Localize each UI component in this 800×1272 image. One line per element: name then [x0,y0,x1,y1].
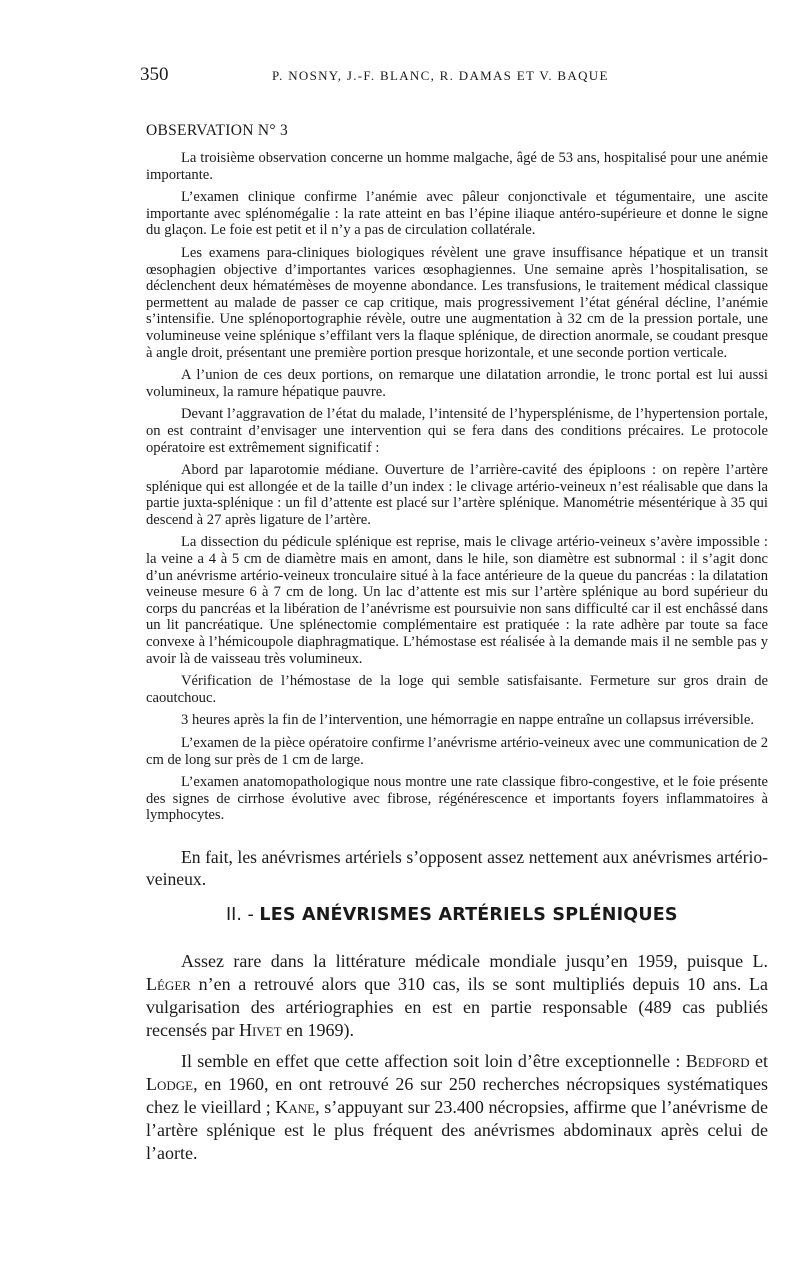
paragraph: La troisième observation concerne un homme malgache, âgé de 53 ans, hospitalisé pour une anémie importante. [146,150,768,183]
transition-paragraph: En fait, les anévrismes artériels s’opposent assez nettement aux anévrismes artério-veineux. [146,847,768,889]
paragraph: L’examen clinique confirme l’anémie avec pâleur conjonctivale et tégumentaire, une ascite importante avec splénomégalie : la rate atteint en bas l’épine iliaque antéro-supérieure et donne le signe du glaçon. Le foie est petit et il n’y a pas de circulation collatérale. [146,189,768,239]
section-number: II. - [226,905,254,925]
author-name: Hivet [238,1020,282,1040]
observation-text [146,150,768,830]
paragraph: La dissection du pédicule splénique est reprise, mais le clivage artério-veineux s’avère impossible : la veine a 4 à 5 cm de diamètre mais en amont, dans le hile, son diamètre est subnormal : il s’agit donc d’un anévrisme artério-veineux tronculaire situé à la face antérieure de la queue du pancréas : la dilatation veineuse mesure 6 à 7 cm de long. Un lac d’attente est mis sur l’artère splénique au bord supérieur du corps du pancréas et la libération de l’anévrisme est poursuivie non sans difficulté car il est enchâssé dans un lit pancréatique. Une splénectomie complémentaire est pratiquée : la rate adhère par toute sa face convexe à l’hémicoupole diaphragmatique. L’hémostase est réalisée à la demande mais il ne semble pas y avoir là de vaisseau très volumineux. [146,534,768,667]
paragraph: L’examen de la pièce opératoire confirme l’anévrisme artério-veineux avec une communication de 2 cm de long sur près de 1 cm de large. [146,735,768,768]
paragraph: Devant l’aggravation de l’état du malade, l’intensité de l’hypersplénisme, de l’hypertension portale, on est contraint d’envisager une intervention qui se fera dans des conditions précaires. Le protocole opératoire est extrêmement significatif : [146,406,768,456]
author-name: Léger [146,974,191,994]
paragraph: 3 heures après la fin de l’intervention, une hémorragie en nappe entraîne un collapsus irréversible. [181,712,754,729]
author-name: Kane [275,1097,316,1117]
section-title: LES ANÉVRISMES ARTÉRIELS SPLÉNIQUES [259,905,678,925]
running-head-authors: P. NOSNY, J.-F. BLANC, R. DAMAS ET V. BAQUE [272,68,609,83]
observation-heading: OBSERVATION N° 3 [146,122,289,139]
paragraph: L’examen anatomopathologique nous montre une rate classique fibro-congestive, et le foie présente des signes de cirrhose évolutive avec fibrose, régénérescence et importants foyers inflammatoires à lymphocytes. [146,774,768,824]
author-name: Lodge [146,1074,194,1094]
page-header [140,64,760,90]
paragraph [146,950,768,1042]
text-run: Il semble en effet que cette affection soit loin d’être exceptionnelle : [181,1051,686,1071]
text-run: en 1969). [281,1020,355,1040]
paragraph [146,1050,768,1165]
paragraph: Les examens para-cliniques biologiques révèlent une grave insuffisance hépatique et un transit œsophagien objective d’importantes varices œsophagiennes. Une semaine après l’hospitalisation, se déclenchent deux hématémèses de moyenne abondance. Les transfusions, le traitement médical classique permettent au malade de passer ce cap critique, mais progressivement l’état général décline, l’anémie s’intensifie. Une splénoportographie révèle, outre une augmentation à 32 cm de la pression portale, une volumineuse veine splénique s’effilant vers la flaque splénique, de direction anormale, se coudant presque à angle droit, présentant une première portion presque horizontale, et une seconde portion verticale. [146,244,768,361]
text-run: n’en a retrouvé alors que 310 cas, ils se sont multipliés depuis 10 ans. La vulgarisation des artériographies en est en partie responsable (489 cas publiés recensés par [146,974,768,1040]
text-run: , en 1960, en ont retrouvé 26 sur 250 recherches nécropsiques systématiques chez le vieillard ; [146,1074,768,1117]
section-text [146,950,768,1173]
paragraph: Abord par laparotomie médiane. Ouverture de l’arrière-cavité des épiploons : on repère l’artère splénique qui est allongée et de la taille d’un index : le clivage artério-veineux n’est réalisable que dans la partie juxta-splénique : un fil d’attente est placé sur l’artère splénique. Manométrie mésentérique à 35 qui descend à 27 après ligature de l’artère. [146,462,768,528]
paragraph: Vérification de l’hémostase de la loge qui semble satisfaisante. Fermeture sur gros drain de caoutchouc. [146,673,768,706]
text-run: , s’appuyant sur 23.400 nécropsies, affirme que l’anévrisme de l’artère splénique est le plus fréquent des anévrismes abdominaux après celui de l’aorte. [146,1097,768,1163]
paragraph: A l’union de ces deux portions, on remarque une dilatation arrondie, le tronc portal est lui aussi volumineux, la ramure hépatique pauvre. [146,367,768,400]
page-number: 350 [140,64,169,85]
section-heading [226,905,678,925]
text-run: et [749,1051,768,1071]
text-run: Assez rare dans la littérature médicale mondiale jusqu’en 1959, puisque L. [181,951,768,971]
author-name: Bedford [685,1051,750,1071]
